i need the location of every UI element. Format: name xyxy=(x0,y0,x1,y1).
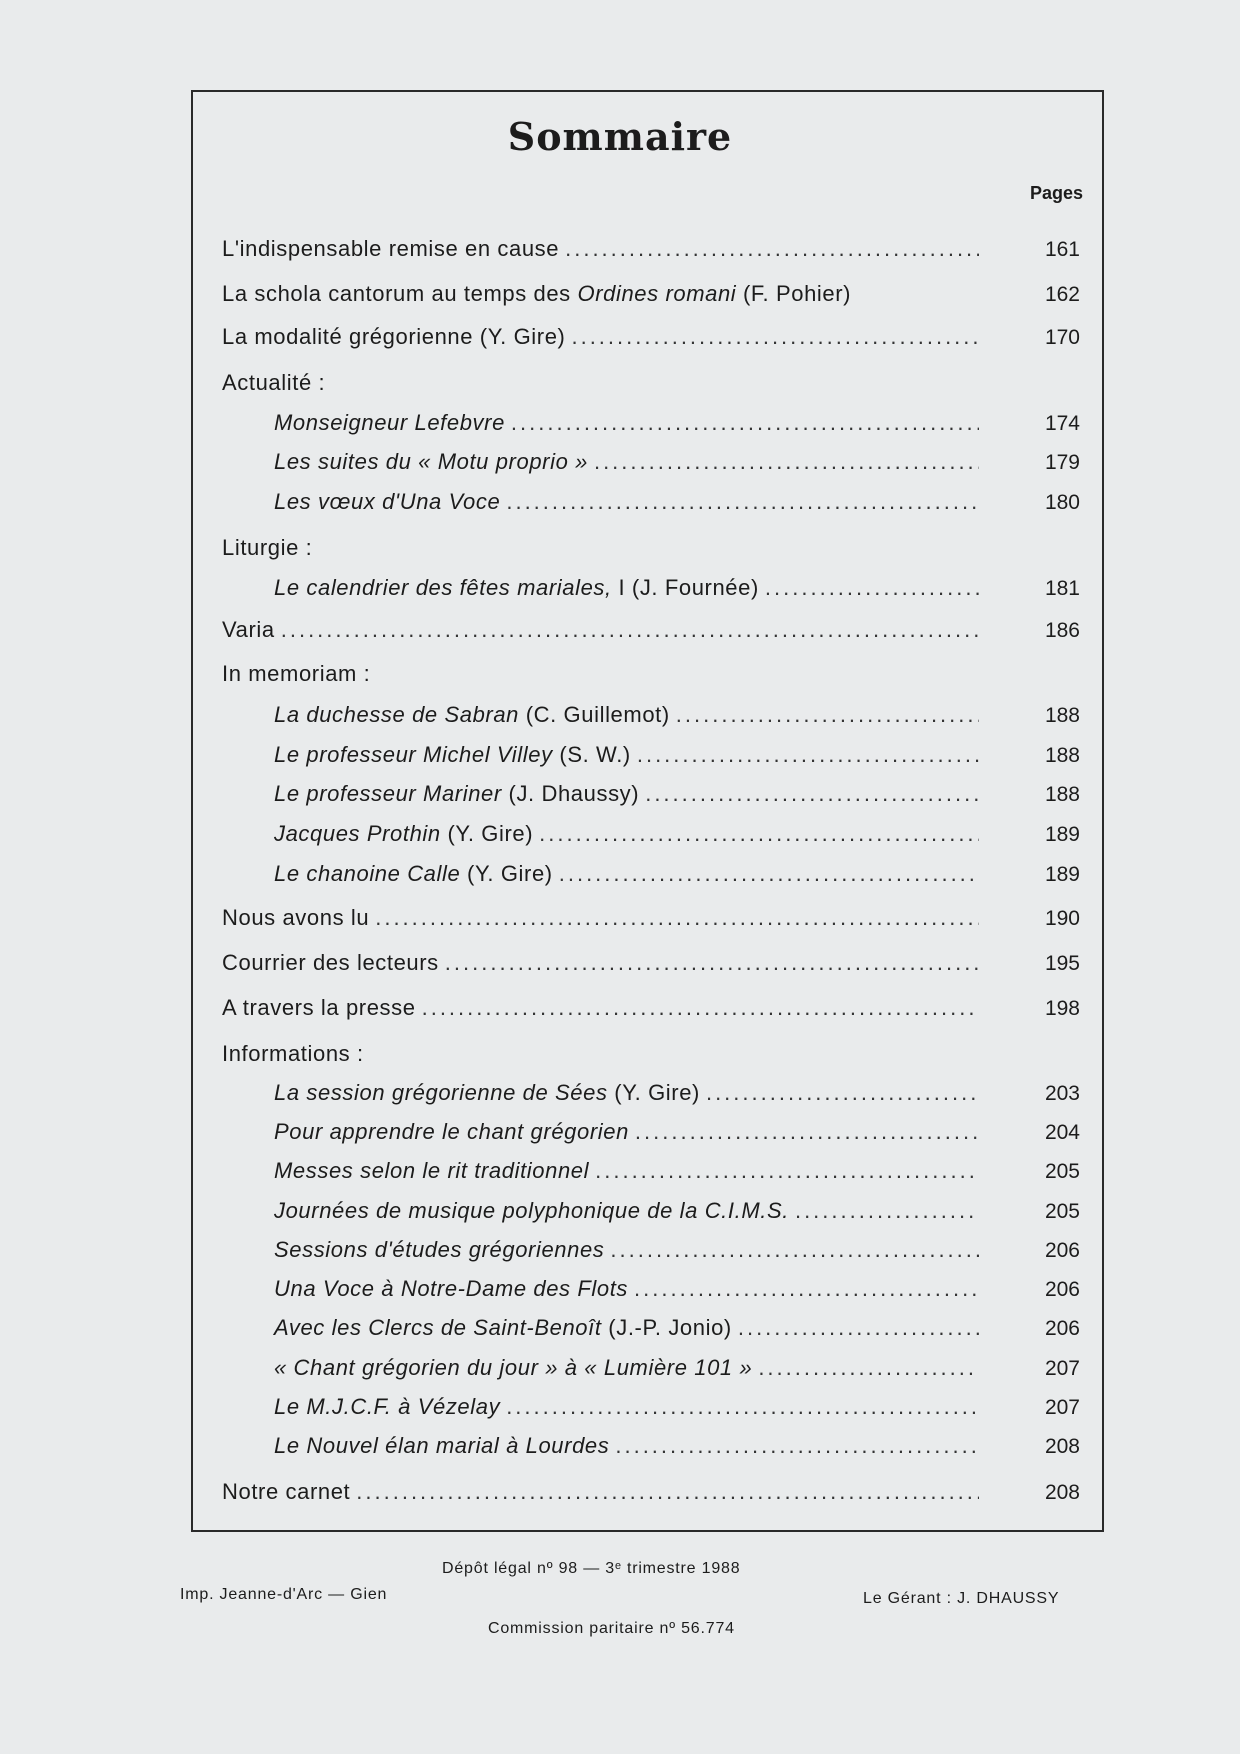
toc-entry-title: Les suites du « Motu proprio » xyxy=(274,449,588,474)
toc-entry-title: Journées de musique polyphonique de la C.I.M.S. xyxy=(274,1198,789,1223)
dot-leader xyxy=(706,1080,979,1106)
toc-entry xyxy=(274,742,985,772)
dot-leader xyxy=(615,1433,979,1459)
toc-page-number: 207 xyxy=(1044,1357,1080,1380)
toc-page-number: 170 xyxy=(1044,326,1080,349)
toc-page-number: 188 xyxy=(1044,704,1080,727)
toc-entry xyxy=(274,489,985,519)
dot-leader xyxy=(758,1355,979,1381)
toc-entry xyxy=(222,617,985,647)
dot-leader xyxy=(595,1158,979,1184)
dot-leader xyxy=(676,702,979,728)
page-title: Sommaire xyxy=(507,114,733,159)
dot-leader xyxy=(506,1394,979,1420)
dot-leader xyxy=(645,781,979,807)
toc-page-number: 188 xyxy=(1044,744,1080,767)
toc-entry xyxy=(222,1479,985,1509)
toc-entry xyxy=(274,1276,985,1306)
dot-leader xyxy=(511,410,979,436)
footer-depot-legal: Dépôt légal nº 98 — 3ᵉ trimestre 1988 xyxy=(442,1560,741,1577)
toc-entry-title: Messes selon le rit traditionnel xyxy=(274,1158,590,1183)
dot-leader xyxy=(634,1276,979,1302)
toc-entry xyxy=(274,702,985,732)
dot-leader xyxy=(738,1315,979,1341)
toc-entry-title: Le M.J.C.F. à Vézelay xyxy=(274,1394,501,1419)
toc-entry-title: « Chant grégorien du jour » à « Lumière 101 » xyxy=(274,1355,753,1380)
toc-entry-title: L'indispensable remise en cause xyxy=(222,236,560,261)
dot-leader xyxy=(594,449,979,475)
toc-entry xyxy=(222,905,985,935)
toc-entry-title: Notre carnet xyxy=(222,1479,351,1504)
toc-page-number: 186 xyxy=(1044,619,1080,642)
toc-entry-title: La modalité grégorienne (Y. Gire) xyxy=(222,324,566,349)
dot-leader xyxy=(610,1237,979,1263)
toc-page-number: 181 xyxy=(1044,577,1080,600)
toc-entry xyxy=(274,1433,985,1463)
toc-entry xyxy=(274,410,985,440)
section-heading: In memoriam : xyxy=(222,661,371,686)
toc-entry-title: Avec les Clercs de Saint-Benoît (J.-P. Jonio) xyxy=(274,1315,732,1340)
toc-entry xyxy=(274,1158,985,1188)
dot-leader xyxy=(571,324,979,350)
toc-entry xyxy=(274,575,985,605)
toc-page-number: 208 xyxy=(1044,1435,1080,1458)
dot-leader xyxy=(281,617,979,643)
dot-leader xyxy=(356,1479,979,1505)
toc-page-number: 207 xyxy=(1044,1396,1080,1419)
toc-entry-title: Nous avons lu xyxy=(222,905,370,930)
toc-page-number: 180 xyxy=(1044,491,1080,514)
toc-entry-title: Monseigneur Lefebvre xyxy=(274,410,505,435)
toc-entry xyxy=(274,861,985,891)
toc-page-number: 179 xyxy=(1044,451,1080,474)
toc-entry-title: Una Voce à Notre-Dame des Flots xyxy=(274,1276,629,1301)
footer-commission: Commission paritaire nº 56.774 xyxy=(488,1620,735,1637)
toc-entry-title: Courrier des lecteurs xyxy=(222,950,439,975)
toc-page-number: 189 xyxy=(1044,823,1080,846)
toc-entry xyxy=(222,281,985,311)
toc-entry-title: Le calendrier des fêtes mariales, I (J. Fournée) xyxy=(274,575,759,600)
section-heading: Informations : xyxy=(222,1041,364,1066)
toc-entry xyxy=(274,821,985,851)
footer-imprimeur: Imp. Jeanne-d'Arc — Gien xyxy=(180,1586,388,1603)
toc-entry-title: Le professeur Michel Villey (S. W.) xyxy=(274,742,631,767)
toc-entry xyxy=(274,1315,985,1345)
toc-page-number: 161 xyxy=(1044,238,1080,261)
dot-leader xyxy=(445,950,979,976)
toc-entry-title: Pour apprendre le chant grégorien xyxy=(274,1119,629,1144)
dot-leader xyxy=(506,489,979,515)
dot-leader xyxy=(559,861,979,887)
toc-page-number: 206 xyxy=(1044,1239,1080,1262)
toc-entry xyxy=(222,236,985,266)
toc-page-number: 162 xyxy=(1044,283,1080,306)
section-heading: Actualité : xyxy=(222,370,326,395)
toc-page-number: 189 xyxy=(1044,863,1080,886)
toc-entry-title: A travers la presse xyxy=(222,995,416,1020)
toc-entry-title: La duchesse de Sabran (C. Guillemot) xyxy=(274,702,670,727)
toc-entry-title: Varia xyxy=(222,617,275,642)
toc-entry-title: La session grégorienne de Sées (Y. Gire) xyxy=(274,1080,700,1105)
toc-entry xyxy=(274,1394,985,1424)
toc-entry-title: Le professeur Mariner (J. Dhaussy) xyxy=(274,781,640,806)
toc-entry xyxy=(274,781,985,811)
dot-leader xyxy=(565,236,979,262)
toc-entry xyxy=(274,449,985,479)
footer-gerant: Le Gérant : J. DHAUSSY xyxy=(863,1590,1060,1607)
toc-entry-title: La schola cantorum au temps des Ordines romani (F. Pohier) xyxy=(222,281,852,306)
dot-leader xyxy=(765,575,979,601)
pages-column-label: Pages xyxy=(1030,183,1084,203)
toc-entry-title: Le Nouvel élan marial à Lourdes xyxy=(274,1433,610,1458)
toc-entry-title: Sessions d'études grégoriennes xyxy=(274,1237,605,1262)
toc-page-number: 174 xyxy=(1044,412,1080,435)
dot-leader xyxy=(795,1198,979,1224)
toc-page-number: 195 xyxy=(1044,952,1080,975)
dot-leader xyxy=(635,1119,979,1145)
toc-entry xyxy=(274,1119,985,1149)
toc-page-number: 205 xyxy=(1044,1200,1080,1223)
toc-entry xyxy=(222,950,985,980)
toc-page-number: 188 xyxy=(1044,783,1080,806)
toc-entry-title: Jacques Prothin (Y. Gire) xyxy=(274,821,534,846)
toc-entry-title: Le chanoine Calle (Y. Gire) xyxy=(274,861,553,886)
dot-leader xyxy=(539,821,979,847)
toc-entry-title: Les vœux d'Una Voce xyxy=(274,489,501,514)
dot-leader xyxy=(422,995,979,1021)
toc-page-number: 204 xyxy=(1044,1121,1080,1144)
toc-entry xyxy=(274,1355,985,1385)
toc-page-number: 205 xyxy=(1044,1160,1080,1183)
toc-entry xyxy=(274,1080,985,1110)
toc-page-number: 206 xyxy=(1044,1317,1080,1340)
toc-entry xyxy=(274,1198,985,1228)
dot-leader xyxy=(375,905,979,931)
toc-entry xyxy=(222,995,985,1025)
toc-page-number: 190 xyxy=(1044,907,1080,930)
toc-page-number: 203 xyxy=(1044,1082,1080,1105)
dot-leader xyxy=(637,742,979,768)
toc-page-number: 198 xyxy=(1044,997,1080,1020)
toc-page-number: 208 xyxy=(1044,1481,1080,1504)
toc-entry xyxy=(222,324,985,354)
toc-page-number: 206 xyxy=(1044,1278,1080,1301)
section-heading: Liturgie : xyxy=(222,535,313,560)
toc-entry xyxy=(274,1237,985,1267)
